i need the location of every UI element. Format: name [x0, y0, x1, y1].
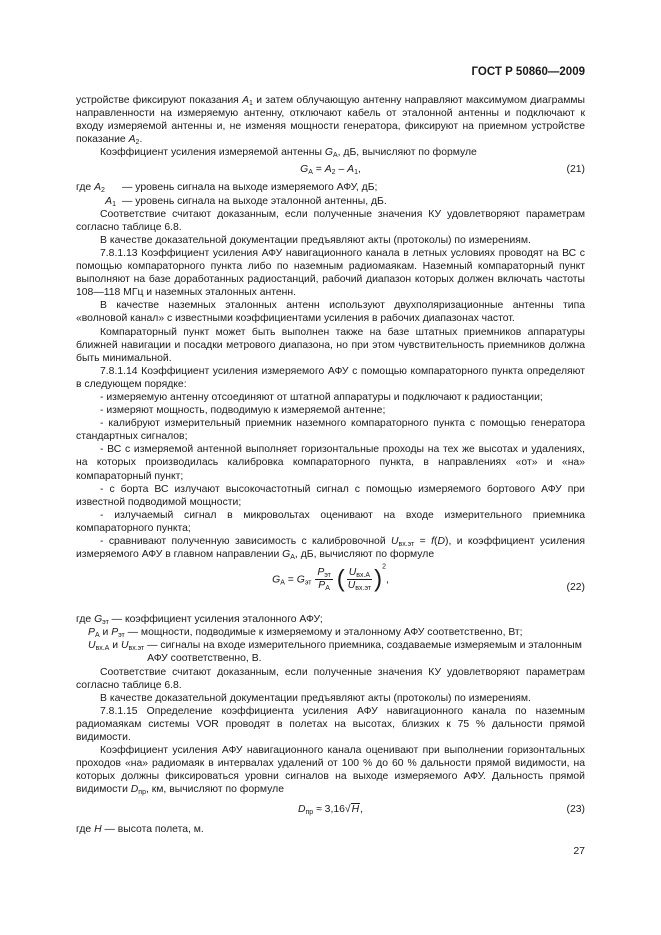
formula-22-number: (22): [566, 582, 585, 594]
formula-23: [76, 797, 585, 823]
list-item: - ВС с измеряемой антенной выполняет горизонтальные проходы на тех же высотах и удалениях, на которых производилась калибровка компараторного пункта, в направлениях «от» и «на» компараторный пункт;: [76, 444, 585, 482]
formula-22: [76, 561, 585, 613]
list-item: - с борта ВС излучают высокочастотный сигнал с помощью измеряемого бортового АФУ при известной подводимой мощности;: [76, 483, 585, 508]
paragraph-1: устройстве фиксируют показания $A_1$ и затем облучающую антенну направляют максимумом диаграммы направленности на измеряемую антенну, отключают кабель от эталонной антенны и подключают к входу измеряемой антенны и, не изменяя мощности генератора, фиксируют на приемном устройстве показание $A_2$.: [76, 95, 585, 147]
paragraph-12: Коэффициент усиления АФУ навигационного канала оценивают при выполнении горизонтальных проходов «на» радиомаяк в интервалах удалений от 100 % до 60 % дальности прямой видимости, на которых должны фиксироваться уровни сигналов на выходе измеряемого АФУ. Дальность прямой видимости $D_{пр}$, км, вычисляют по формуле: [76, 745, 585, 797]
definition-a1: $A_1$ — уровень сигнала на выходе эталонной антенны, дБ.: [105, 195, 387, 208]
definition-a2: где $A_2$ — уровень сигнала на выходе измеряемого АФУ, дБ;: [76, 182, 378, 195]
list-item: - измеряемую антенну отсоединяют от штатной аппаратуры и подключают к радиостанции;: [100, 391, 543, 403]
formula-21-expression: $G_А = A_2 - A_1$,: [300, 164, 361, 177]
definition-u: $U_{вх.А}$ и $U_{вх.эт}$ — сигналы на входе измерительного приемника, создаваемые измеряемым и эталонным АФУ соответственно, В.: [88, 640, 582, 665]
standard-header: ГОСТ Р 50860—2009: [471, 66, 585, 78]
formula-21-number: (21): [566, 164, 585, 176]
paragraph-2: Коэффициент усиления измеряемой антенны $G_А$, дБ, вычисляют по формуле: [100, 147, 477, 160]
paragraph-7-8-1-13: 7.8.1.13 Коэффициент усиления АФУ навигационного канала в летных условиях проводят на ВС с помощью компараторного пункта либо по наземным радиомаякам. Наземный компараторный пункт выполняют на базе доработанных радиостанций, рабочий диапазон которых должен включать частоты 108—118 МГц и наземных эталонных антенн.: [76, 247, 585, 299]
definition-p: $P_А$ и $P_{эт}$ — мощности, подводимые к измеряемому и эталонному АФУ соответственно, Вт;: [88, 627, 523, 640]
list-item: - калибруют измерительный приемник наземного компараторного пункта с помощью генератора стандартных сигналов;: [76, 418, 585, 443]
formula-23-number: (23): [566, 803, 585, 815]
page-content: [76, 94, 585, 836]
paragraph-7-8-1-15: 7.8.1.15 Определение коэффициента усиления АФУ навигационного канала по наземным радиомаякам системы VOR проводят в полетах на высотах, близких к 75 % дальности прямой видимости.: [76, 705, 585, 744]
formula-23-expression: $D_{пр} \approx 3,16√H$,: [297, 803, 364, 816]
formula-22-expression: $G_А = G_{эт}$ $\frac{P_{эт}}{P_А}$ ( $\frac{U_{вх.А}}{U_{вх.эт}}$ )$^2$,: [272, 563, 389, 593]
voltage-ratio: $\frac{U_{вх.А}}{U_{вх.эт}}$: [347, 567, 372, 593]
formula-21: [76, 159, 585, 181]
paragraph-4: В качестве доказательной документации предъявляют акты (протоколы) по измерениям.: [100, 234, 531, 246]
page-number: 27: [573, 845, 585, 857]
paragraph-9: Соответствие считают доказанным, если полученные значения КУ удовлетворяют параметрам согласно таблице 6.8.: [76, 666, 585, 691]
paragraph-7: Компараторный пункт может быть выполнен также на базе штатных приемников аппаратуры ближней навигации и посадки метрового диапазона, но при этом чувствительность приемников должна быть минимальной.: [76, 326, 585, 364]
paragraph-13: где H — высота полета, м.: [76, 823, 204, 835]
definition-g-et: где $G_{эт}$ — коэффициент усиления эталонного АФУ;: [76, 614, 323, 627]
definitions-21: [76, 181, 585, 207]
list-item-last: - сравнивают полученную зависимость с калибровочной $U_{вх.эт} = f(D)$, и коэффициент усиления измеряемого АФУ в главном направлении $G_А$, дБ, вычисляют по формуле: [76, 536, 585, 562]
power-ratio: $\frac{P_{эт}}{P_А}$: [317, 567, 331, 593]
paragraph-7-8-1-14: 7.8.1.14 Коэффициент усиления измеряемого АФУ с помощью компараторного пункта определяют в следующем порядке:: [76, 365, 585, 390]
paragraph-3: Соответствие считают доказанным, если полученные значения КУ удовлетворяют параметрам согласно таблице 6.8.: [76, 208, 585, 233]
paragraph-10: В качестве доказательной документации предъявляют акты (протоколы) по измерениям.: [100, 692, 531, 704]
list-item: - излучаемый сигнал в микровольтах оценивают на входе измерительного приемника компараторного пункта;: [76, 509, 585, 534]
paragraph-6: В качестве наземных эталонных антенн используют двухполяризационные антенны типа «волновой канал» с известными коэффициентами усиления в рабочих диапазонах частот.: [76, 300, 585, 325]
definitions-22: [76, 613, 585, 665]
list-item: - измеряют мощность, подводимую к измеряемой антенне;: [100, 405, 386, 417]
